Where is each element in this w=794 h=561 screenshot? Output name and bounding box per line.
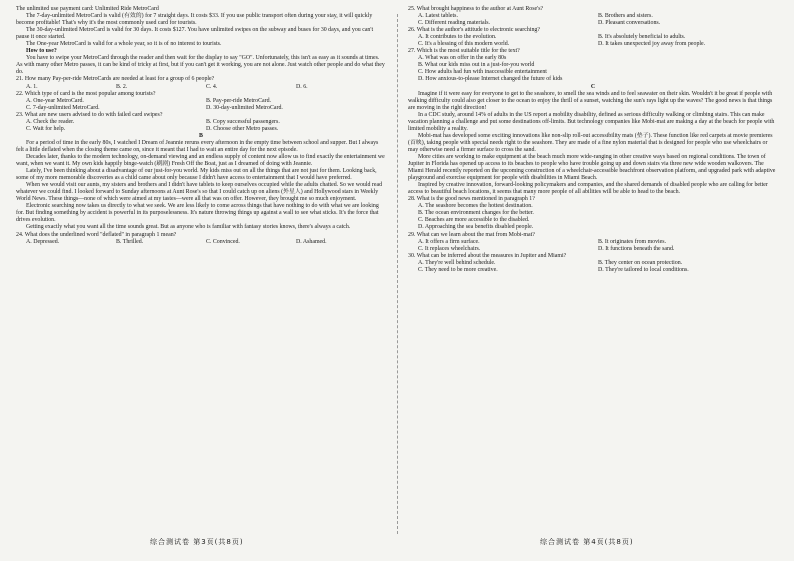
passage-b-paragraph-5: Electronic searching now takes us directly to what we seek. We are less likely to come across things that have nothing to do with what we are looking for. But finding something by accident is powerful in its purposelessness. It's nature throwing things up against a wall to see what sticks. It's the force that drives evolution.: [16, 203, 379, 224]
q28-option-c: C. Beaches are more accessible to the disabled.: [418, 217, 530, 224]
q29-option-b: B. It originates from movies.: [598, 238, 667, 245]
q22-option-b: B. Pay-per-ride MetroCard.: [206, 97, 271, 104]
page-footer-left: 综合测试卷 第3页(共8页): [150, 538, 244, 546]
passage-b-paragraph-6: Getting exactly what you want all the time sounds great. But as anyone who is familiar with fantasy stories knows, there's always a catch.: [26, 224, 351, 231]
q26-option-b: B. It's absolutely beneficial to adults.: [598, 34, 686, 41]
q24-option-b: B. Thrilled.: [116, 238, 144, 245]
q25-option-b: B. Brothers and sisters.: [598, 13, 653, 20]
question-28: 28. What is the good news mentioned in paragraph 1?: [408, 196, 535, 203]
question-23-options-ab: [16, 119, 386, 126]
right-page-column: [408, 6, 778, 274]
q26-option-a: A. It contributes to the evolution.: [418, 34, 497, 41]
question-30-options-ab: [408, 260, 778, 267]
q29-option-d: D. It functions beneath the sand.: [598, 245, 675, 252]
question-29: 29. What can we learn about the mat from Mobi-mat?: [408, 231, 535, 238]
question-24: 24. What does the underlined word "deflated" in paragraph 1 mean?: [16, 231, 177, 238]
q22-option-c: C. 7-day-unlimited MetroCard.: [26, 104, 100, 111]
question-29-options-cd: [408, 246, 778, 253]
passage-b-paragraph-3: Lately, I've been thinking about a disadvantage of our just-for-you world. My kids miss out on all the things that are not just for them. Looking back, some of my more memorable discoveries as a child came about only because I didn't have access to entertainment that I would have preferred.: [16, 168, 377, 182]
q24-option-a: A. Depressed.: [26, 238, 60, 245]
q23-option-a: A. Check the reader.: [26, 118, 75, 125]
question-25-options-cd: [408, 20, 778, 27]
q23-option-d: D. Choose other Metro passes.: [206, 125, 279, 132]
card-intro: The unlimited use payment card: Unlimited Ride MetroCard: [16, 6, 159, 12]
how-to-heading: How to use?: [26, 48, 57, 55]
q23-option-c: C. Wait for help.: [26, 125, 66, 132]
question-22-options-ab: [16, 98, 386, 105]
question-21: 21. How many Pay-per-ride MetroCards are needed at least for a group of 6 people?: [16, 76, 215, 83]
passage-b-paragraph-2: Decades later, thanks to the modern technology, on-demand viewing and an endless supply of content now allow us to find exactly the entertainment we want, when we want it. My own kids happily binge-watch (刷剧) Fresh Off the Boat, just as I dreamed of doing with Jeannie.: [16, 153, 385, 168]
question-21-options: [16, 84, 386, 91]
question-22: 22. Which type of card is the most popular among tourists?: [16, 90, 156, 97]
question-27: 27. Which is the most suitable title for the text?: [408, 48, 520, 55]
q21-option-d: D. 6.: [296, 83, 308, 90]
q28-option-a: A. The seashore becomes the hottest destination.: [418, 203, 533, 210]
paragraph-how-to-use: You have to swipe your MetroCard through the reader and then wait for the display to say "GO". Unfortunately, this isn't as easy as it sounds at times. As with many other Metro passes, it can be kind of tricky at first, but if you can't get it working, you are not alone. Just watch other people and do what they do.: [16, 55, 385, 76]
column-divider: [397, 14, 398, 534]
section-b-heading: B: [199, 132, 203, 139]
q24-option-c: C. Convinced.: [206, 238, 240, 245]
question-26: 26. What is the author's attitude to electronic searching?: [408, 27, 540, 34]
q21-option-a: A. 1.: [26, 83, 38, 90]
question-23: 23. What are new users advised to do with failed card swipes?: [16, 111, 163, 118]
q25-option-d: D. Pleasant conversations.: [598, 20, 661, 27]
question-30: 30. What can be inferred about the measures in Jupiter and Miami?: [408, 252, 567, 259]
q30-option-c: C. They need to be more creative.: [418, 266, 498, 273]
q21-option-c: C. 4.: [206, 83, 218, 90]
q27-option-b: B. What our kids miss out in a just-for-you world: [418, 62, 535, 69]
paragraph-7day-card: The 7-day-unlimited MetroCard is valid (有效的) for 7 straight days. It costs $33. If you use public transport often during your stay, it will quickly become profitable! That's why it's the most commonly used card for tourists.: [16, 13, 373, 27]
passage-c-paragraph-2: In a CDC study, around 14% of adults in the US report a mobility disability, defined as serious difficulty walking or climbing stairs. This can make vacation planning a challenge and put some destinations off-limits. But technology companies like Mobi-mat are making a day at the beach for people with limited mobility a reality.: [408, 111, 775, 132]
q26-option-c: C. It's a blessing of this modern world.: [418, 41, 510, 48]
q30-option-d: D. They're tailored to local conditions.: [598, 266, 689, 273]
q27-option-a: A. What was on offer in the early 80s: [418, 55, 507, 62]
q25-option-c: C. Different reading materials.: [418, 20, 491, 27]
question-25: 25. What brought happiness to the author at Aunt Rose's?: [408, 6, 544, 12]
passage-b-paragraph-1: For a period of time in the early 80s, I watched I Dream of Jeannie reruns every afternoon in the empty time between school and supper. But I always felt a little deflated when the closing theme came on, since it meant that I had to wait an entire day for the next episode.: [16, 139, 379, 153]
q21-option-b: B. 2.: [116, 83, 128, 90]
question-24-options: [16, 239, 386, 246]
q29-option-c: C. It replaces wheelchairs.: [418, 245, 481, 252]
question-22-options-cd: [16, 105, 386, 112]
left-page-column: [16, 6, 386, 246]
question-23-options-cd: [16, 126, 386, 133]
passage-c-paragraph-1: Imagine if it were easy for everyone to get to the seashore, to smell the sea winds and to feel seawater on their skin. Wouldn't it be great if people with walking difficulty could also get closer to the ocean to enjoy the thrill of a sunset, watching the sun's rays light up the waves? The good news is that things are moving in the right direction!: [408, 90, 773, 111]
question-30-options-cd: [408, 267, 778, 274]
passage-c-paragraph-3: Mobi-mat has developed some exciting innovations like non-slip roll-out accessibility mats (垫子). These function like red carpets at movie premieres (首映), taking people with special needs right to the seashore. They are made of a fine nylon material that is designed for people who use wheelchairs or may otherwise need a firmer surface to cross the sand.: [408, 132, 773, 153]
q29-option-a: A. It offers a firm surface.: [418, 238, 480, 245]
q26-option-d: D. It takes unexpected joy away from people.: [598, 41, 706, 48]
q22-option-a: A. One-year MetroCard.: [26, 97, 84, 104]
q27-option-d: D. How anxious-to-please Internet changed the future of kids: [418, 76, 563, 83]
passage-b-paragraph-4: When we would visit our aunts, my sisters and brothers and I didn't have tablets to keep ourselves occupied while the adults chatted. So we would read whatever we could find. I looked forward to Sunday afternoons at Aunt Rose's so that I could catch up on aliens (外星人) and Hollywood stars in Weekly World News. These things—none of which were aimed at my tastes—were all that was on offer. However, they brought me so much enjoyment.: [16, 182, 383, 203]
q24-option-d: D. Ashamed.: [296, 238, 327, 245]
paragraph-30day-card: The 30-day-unlimited MetroCard is valid for 30 days. It costs $127. You have unlimited swipes on the subway and buses for 30 days, and you can't pause it once started.: [16, 27, 374, 41]
q30-option-a: A. They're well behind schedule.: [418, 259, 496, 266]
question-29-options-ab: [408, 239, 778, 246]
q28-option-b: B. The ocean environment changes for the better.: [418, 210, 534, 217]
passage-c-paragraph-5: Inspired by creative innovation, forward-looking policymakers and companies, and the shared demands of disabled people who are calling for better access to beautiful beach locations, it seems that many more people of all abilities will be able to head to the beach.: [408, 182, 768, 196]
passage-c-paragraph-4: More cities are working to make equipment at the beach much more wide-ranging in other creative ways based on regional conditions. The town of Jupiter in Florida has opened up access to its beaches to people who have trouble going up and down stairs via three new wide wooden walkovers. The Miami Herald recently reported on the upcoming construction of a wheelchair-accessible beachfront observation platform, and upgraded park with adaptive playground and exercise equipment for people with disabilities in Miami Beach.: [408, 153, 776, 182]
q28-option-d: D. Approaching the sea benefits disabled people.: [418, 224, 534, 231]
q23-option-b: B. Copy successful passengers.: [206, 118, 280, 125]
q30-option-b: B. They center on ocean protection.: [598, 259, 683, 266]
section-c-heading: C: [590, 83, 596, 90]
q22-option-d: D. 30-day-unlimited MetroCard.: [206, 104, 283, 111]
q25-option-a: A. Latest tablets.: [418, 13, 458, 20]
q27-option-c: C. How adults had fun with inaccessible entertainment: [418, 69, 547, 76]
page-footer-right: 综合测试卷 第4页(共8页): [540, 538, 634, 546]
paragraph-one-year-card: The One-year MetroCard is valid for a whole year, so it is of no interest to tourists.: [26, 41, 222, 48]
